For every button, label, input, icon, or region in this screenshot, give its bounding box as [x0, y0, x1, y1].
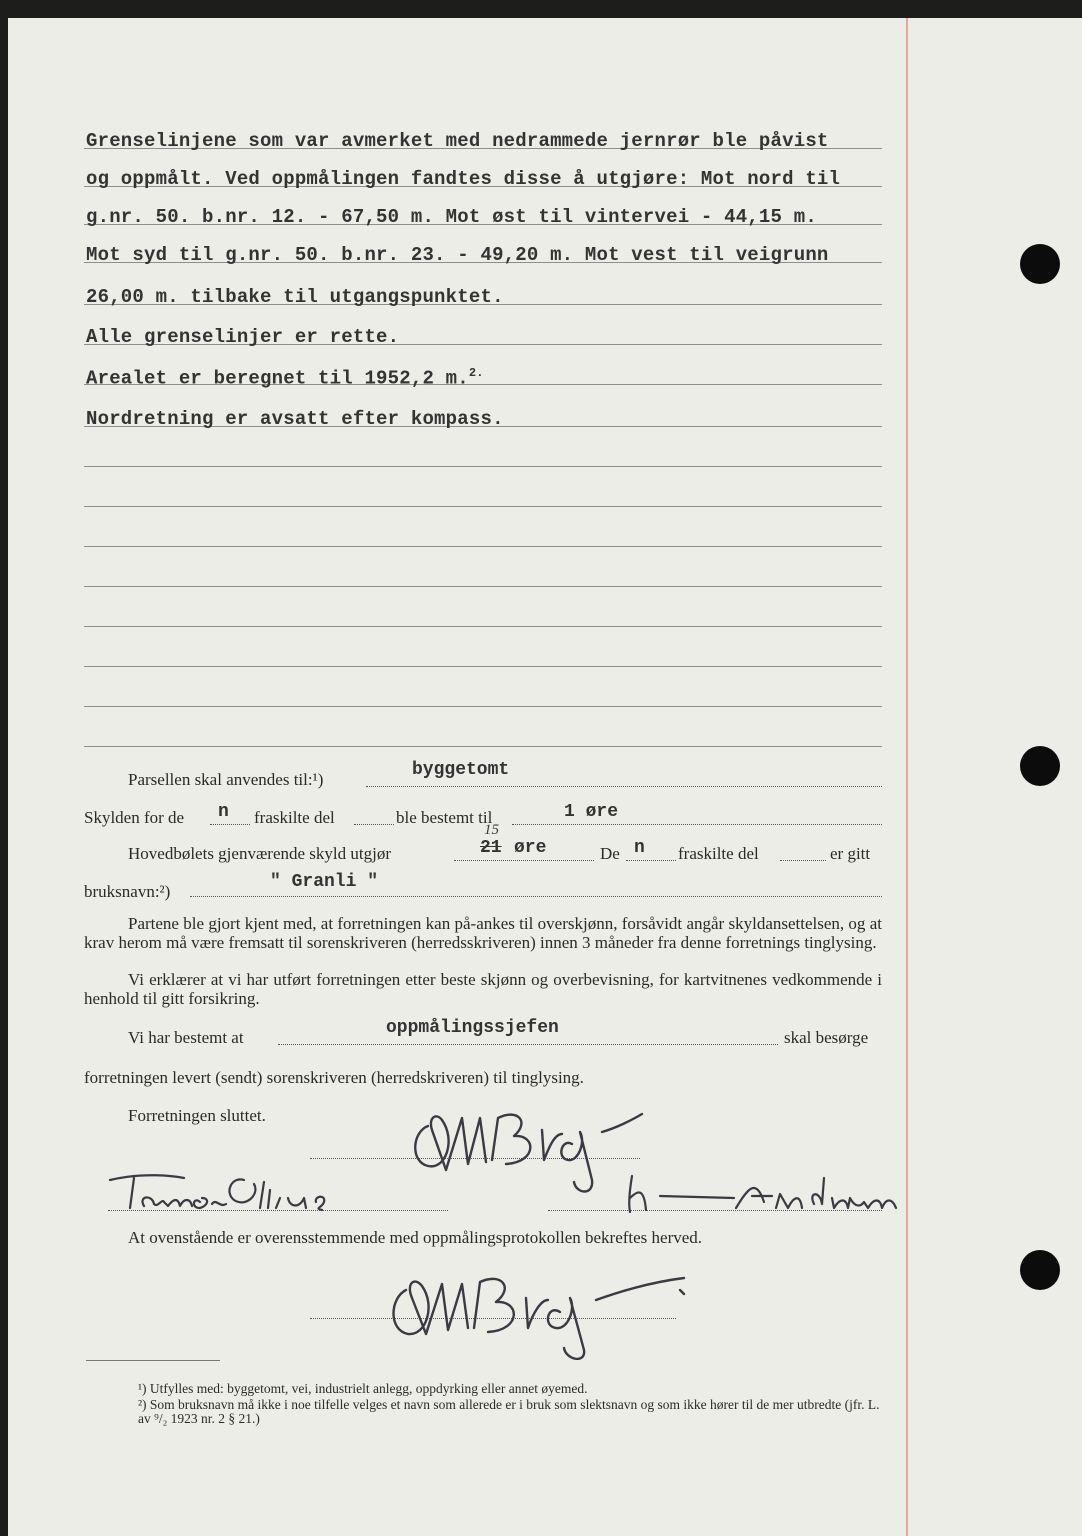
ruled-line	[84, 506, 882, 507]
hoved-label: Hovedbølets gjenværende skyld utgjør	[128, 844, 391, 863]
signature-left	[104, 1168, 344, 1218]
footnote-rule	[86, 1360, 220, 1361]
partene-paragraph: Partene ble gjort kjent med, at forretningen kan på-ankes til overskjønn, forsåvidt angår skyldansettelsen, og at krav herom må være fremsatt til sorenskriveren (herredsskriveren) innen 3 måneder fra denne forretnings tinglysing.	[84, 914, 882, 952]
bestemt-tail: skal besørge	[784, 1028, 869, 1047]
hoved-value-struck: 21	[480, 838, 502, 858]
erklaering-paragraph: Vi erklærer at vi har utført forretningen etter beste skjønn og overbevisning, for kartvitnenes vedkommende i henhold til gitt forsikring.	[84, 970, 882, 1008]
typed-line: Nordretning er avsatt efter kompass.	[86, 408, 504, 430]
hoved-unit: øre	[514, 838, 547, 858]
ruled-line	[84, 706, 882, 707]
bestemt-value: oppmålingssjefen	[386, 1018, 559, 1038]
typed-line: og oppmålt. Ved oppmålingen fandtes disse å utgjøre: Mot nord til	[86, 168, 841, 190]
red-margin-line	[906, 18, 908, 1536]
hoved-label-b: fraskilte del	[678, 844, 759, 863]
ruled-line	[84, 546, 882, 547]
bekreftes-text: At ovenstående er overensstemmende med oppmålingsprotokollen bekreftes herved.	[128, 1228, 703, 1247]
bestemt-label: Vi har bestemt at	[128, 1028, 244, 1047]
skylden-n: n	[218, 802, 229, 822]
typed-line: 26,00 m. tilbake til utgangspunktet.	[86, 286, 504, 308]
typed-line	[86, 366, 484, 389]
hoved-n-dots	[626, 860, 676, 861]
signature-mberg-2	[384, 1250, 704, 1360]
signature-right	[624, 1168, 904, 1218]
footnote-1: ¹) Utfylles med: byggetomt, vei, industrielt anlegg, oppdyrking eller annet øyemed.	[138, 1381, 588, 1396]
parsellen-value: byggetomt	[412, 760, 510, 780]
skylden-value-dots	[512, 824, 882, 825]
skylden-label: Skylden for de	[84, 808, 185, 827]
bestemt-dots	[278, 1044, 778, 1045]
typed-line: Grenselinjene som var avmerket med nedrammede jernrør ble påvist	[86, 130, 829, 152]
hoved-n: n	[634, 838, 645, 858]
ruled-line	[84, 586, 882, 587]
bruksnavn-label: bruksnavn:²)	[84, 882, 171, 901]
ruled-line	[84, 466, 882, 467]
ruled-line	[84, 626, 882, 627]
hoved-dots	[454, 860, 594, 861]
parsellen-label: Parsellen skal anvendes til:¹)	[128, 770, 324, 789]
hoved-dots-b	[780, 860, 826, 861]
punch-hole	[1020, 1250, 1060, 1290]
hoved-value-new: 15	[484, 822, 499, 838]
area-superscript: 2.	[468, 366, 484, 380]
skylden-value: 1 øre	[564, 802, 619, 822]
document-page	[8, 18, 1082, 1536]
skylden-label-c: ble bestemt til	[396, 808, 493, 827]
hoved-den: De	[600, 844, 620, 863]
sluttet-text: Forretningen sluttet.	[128, 1106, 266, 1125]
bruksnavn-value: " Granli "	[270, 872, 379, 892]
ruled-line	[84, 746, 882, 747]
typed-line: Mot syd til g.nr. 50. b.nr. 23. - 49,20 m. Mot vest til veigrunn	[86, 244, 829, 266]
ruled-line	[84, 666, 882, 667]
skylden-dots-b	[354, 824, 394, 825]
parsellen-dotted-line	[366, 786, 882, 787]
footnote-2: ²) Som bruksnavn må ikke i noe tilfelle velges et navn som allerede er i bruk som slektsnavn og som ikke hører til de mer utbredte (jfr. L. av ⁹/₂ 1923 nr. 2 § 21.)	[138, 1397, 880, 1426]
typed-line: g.nr. 50. b.nr. 12. - 67,50 m. Mot øst til vintervei - 44,15 m.	[86, 206, 817, 228]
skylden-n-dots	[210, 824, 250, 825]
area-text: Arealet er beregnet til 1952,2 m.	[86, 367, 469, 390]
punch-hole	[1020, 746, 1060, 786]
punch-hole	[1020, 244, 1060, 284]
hoved-label-c: er gitt	[830, 844, 871, 863]
bruksnavn-dots	[190, 896, 882, 897]
levert-text: forretningen levert (sendt) sorenskriveren (herredskriveren) til tinglysing.	[84, 1068, 584, 1087]
typed-line: Alle grenselinjer er rette.	[86, 326, 400, 348]
skylden-label-b: fraskilte del	[254, 808, 335, 827]
